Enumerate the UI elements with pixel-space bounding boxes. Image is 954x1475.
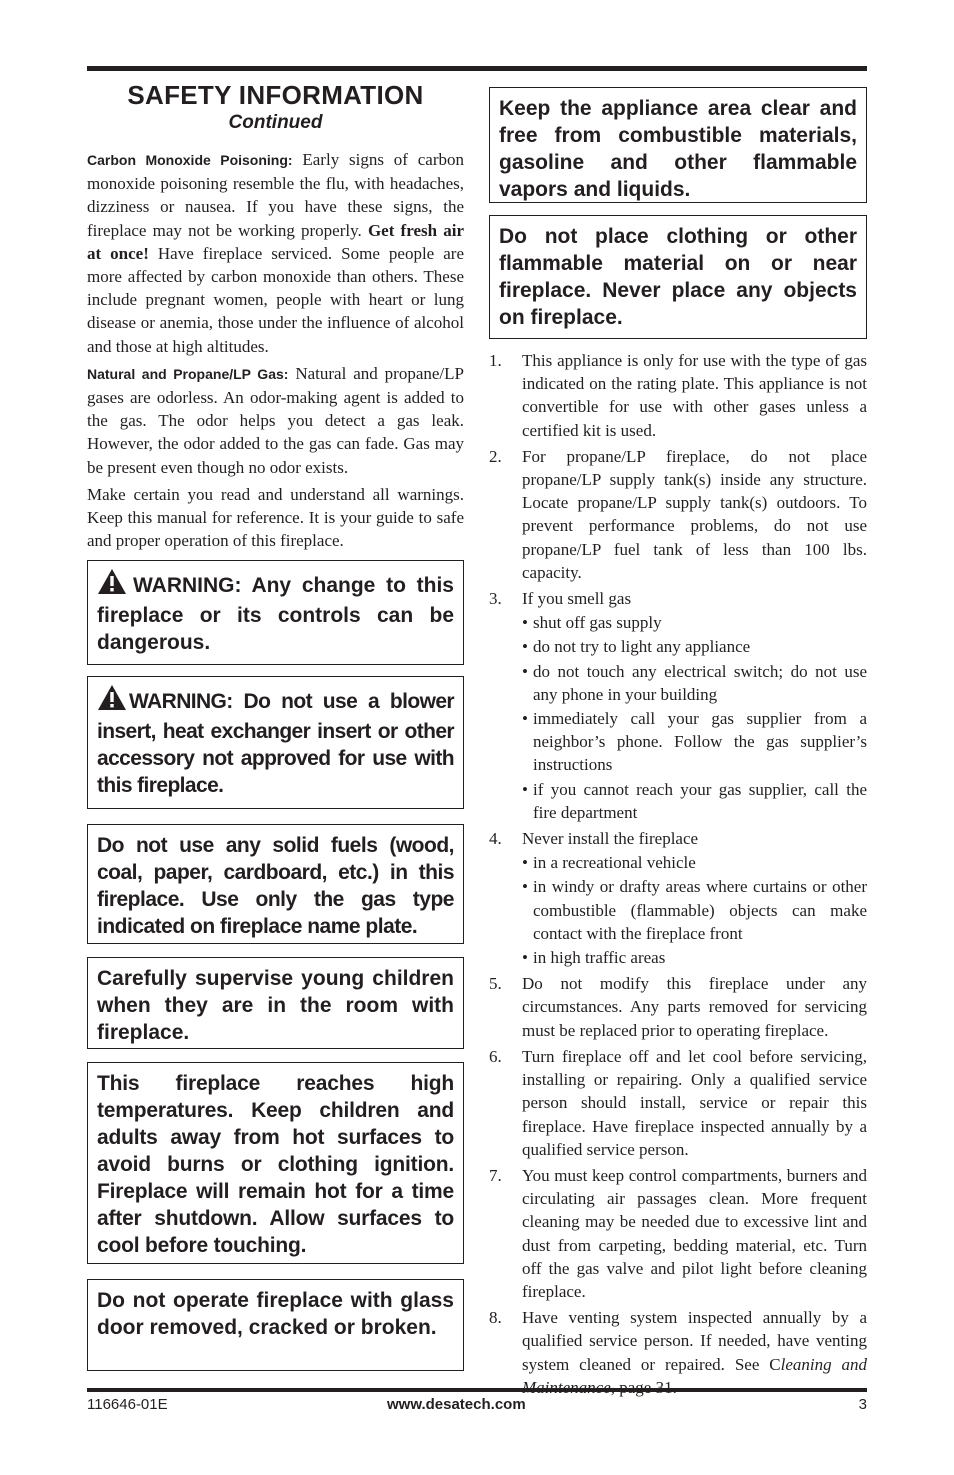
website-url: www.desatech.com — [387, 1396, 526, 1413]
list-item-number: 8. — [489, 1308, 502, 1328]
list-item-number: 7. — [489, 1165, 502, 1185]
list-item — [489, 827, 867, 969]
list-item-number: 4. — [489, 829, 502, 849]
gas-text: Natural and propane/LP gases are odorless. An odor-making agent is added to the gas. The odor helps you detect a gas leak. However, the odor added to the gas can fade. Gas may be present even though no odor exists. — [87, 363, 464, 477]
list-item — [489, 1164, 867, 1303]
warning-triangle-icon — [97, 684, 127, 718]
list-item-text: Never install the fireplace — [522, 829, 699, 849]
sub-list — [522, 611, 867, 824]
page-title: SAFETY INFORMATION — [127, 80, 424, 110]
sub-list-item: • shut off gas supply — [522, 611, 867, 634]
right-column — [489, 87, 867, 1402]
list-item-number: 6. — [489, 1046, 502, 1066]
list-item-text: If you smell gas — [522, 589, 632, 609]
sub-list-item: • do not try to light any appliance — [522, 635, 867, 658]
safety-list — [489, 349, 867, 1303]
list-item — [489, 972, 867, 1042]
co-text-1: Early signs of carbon monoxide poisoning resemble the flu, with headaches, dizziness or nausea. If you have these signs, the fireplace may not be working properly. — [87, 150, 464, 240]
read-paragraph: Make certain you read and understand all warnings. Keep this manual for reference. It is your guide to safe and proper operation of this fireplace. — [87, 484, 464, 551]
list-item — [489, 349, 867, 442]
list-item-text: Have venting system inspected annually by a qualified service person. If needed, have venting system cleaned or repaired. See C — [522, 1308, 867, 1374]
sub-list-item: • in windy or drafty areas where curtains or other combustible (flammable) objects can make contact with the fireplace front — [522, 875, 867, 945]
list-item — [489, 1306, 867, 1399]
list-item — [489, 587, 867, 824]
page-subtitle: Continued — [228, 112, 323, 133]
notice-box-solid-fuels: Do not use any solid fuels (wood, coal, paper, cardboard, etc.) in this fireplace. Use only the gas type indicated on fireplace name plate. — [87, 824, 464, 944]
sub-list-item: • do not touch any electrical switch; do not use any phone in your building — [522, 660, 867, 706]
list-item-text: You must keep control compartments, burners and circulating air passages clean. More frequent cleaning may be needed due to excessive lint and dust from carpeting, bedding material, etc. Turn off the gas valve and pilot light before cleaning fireplace. — [522, 1165, 867, 1301]
sub-list-item: • in high traffic areas — [522, 946, 867, 969]
list-item — [489, 1045, 867, 1161]
left-column — [87, 80, 464, 1339]
list-item-text: This appliance is only for use with the type of gas indicated on the rating plate. This appliance is not convertible for use with other gases unless a certified kit is used. — [522, 351, 867, 440]
top-rule — [87, 66, 867, 71]
list-item-number: 1. — [489, 351, 502, 370]
co-bold: Get fresh air at once! — [87, 220, 464, 263]
warning-box-blower-text: WARNING: Do not use a blower insert, heat exchanger insert or other accessory not approved for use with this fireplace. — [97, 690, 454, 797]
sub-list — [522, 851, 867, 969]
list-item-number: 3. — [489, 589, 502, 609]
gas-paragraph — [87, 362, 464, 479]
co-text-2: Have fireplace serviced. Some people are more affected by carbon monoxide than others. These include pregnant women, people with heart or lung disease or anemia, those under the influence of alcohol and those at high altitudes. — [87, 243, 464, 356]
list-item-link-text: leaning and — [780, 1354, 867, 1374]
safety-list-last — [489, 1306, 867, 1399]
list-item-number: 5. — [489, 974, 502, 994]
co-lead: Carbon Monoxide Poisoning: — [87, 152, 293, 168]
list-item-text: Turn fireplace off and let cool before servicing, installing or repairing. Only a qualified service person should install, service or repair this fireplace. Have fireplace inspected annually by a qualified service person. — [522, 1046, 867, 1159]
warning-box-changes — [87, 560, 464, 665]
list-item — [489, 445, 867, 584]
document-code: 116646-01E — [87, 1396, 168, 1413]
notice-box-supervise-children: Carefully supervise young children when they are in the room with fireplace. — [87, 957, 464, 1049]
page-number: 3 — [858, 1396, 867, 1413]
sub-list-item: • if you cannot reach your gas supplier, call the fire department — [522, 778, 867, 824]
sub-list-item: • immediately call your gas supplier from a neighbor’s phone. Follow the gas supplier’s instructions — [522, 707, 867, 777]
warning-triangle-icon — [97, 568, 127, 602]
gas-lead: Natural and Propane/LP Gas: — [87, 365, 289, 382]
co-paragraph — [87, 148, 464, 358]
list-item-text: Do not modify this fireplace under any circumstances. Any parts removed for servicing must be replaced prior to operating fireplace. — [522, 974, 867, 1040]
warning-box-blower — [87, 676, 464, 809]
notice-box-no-clothing: Do not place clothing or other flammable material on or near fireplace. Never place any objects on fireplace. — [489, 215, 867, 339]
list-item-text: For propane/LP fireplace, do not place propane/LP supply tank(s) inside any structure. Locate propane/LP supply tank(s) outdoors. To prevent performance problems, do not use propane/LP fuel tank of less than 100 lbs. capacity. — [522, 446, 867, 582]
bottom-rule — [87, 1388, 867, 1392]
list-item-number: 2. — [489, 446, 502, 466]
notice-box-keep-area-clear: Keep the appliance area clear and free from combustible materials, gasoline and other flammable vapors and liquids. — [489, 87, 867, 203]
notice-box-high-temperatures: This fireplace reaches high temperatures. Keep children and adults away from hot surfaces to avoid burns or clothing ignition. Fireplace will remain hot for a time after shutdown. Allow surfaces to cool before touching. — [87, 1062, 464, 1264]
sub-list-item: • in a recreational vehicle — [522, 851, 867, 874]
warning-box-changes-text: WARNING: Any change to this fireplace or its controls can be dangerous. — [97, 574, 454, 654]
notice-box-glass-door: Do not operate fireplace with glass door removed, cracked or broken. — [87, 1279, 464, 1371]
